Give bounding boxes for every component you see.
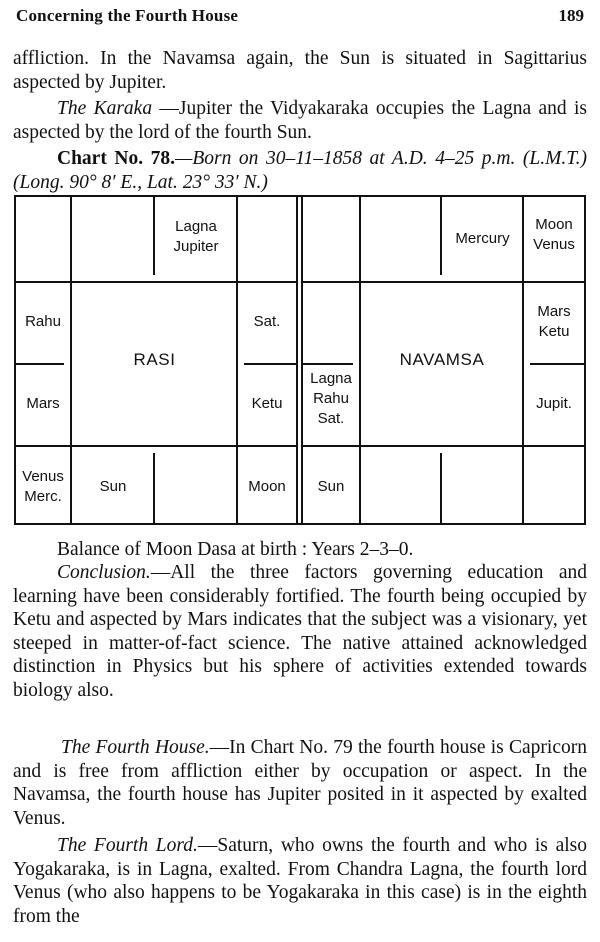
fourth-house-label: The Fourth House. [61, 737, 210, 758]
conclusion-text: —All the three factors governing education and learning have been considerably fortified. The fourth being occupied by Ketu and aspected by Mars indicates that the subject was a visionary, yet steeped in matter-of-fact science. The native attained acknowledged distinction in Physics but his sphere of activities extended towards biology also. [13, 562, 587, 701]
paragraph-karaka [13, 97, 587, 144]
paragraph-conclusion [13, 561, 587, 702]
fourth-lord-text: —Saturn, who owns the fourth and who is also Yogakaraka, is in Lagna, exalted. From Chandra Lagna, the fourth lord Venus (who also happens to be Yogakaraka in this case) is in the eighth from the [13, 835, 587, 927]
navamsa-house-cancer: Mars Ketu [537, 303, 571, 340]
navamsa-title: NAVAMSA [399, 350, 485, 369]
rasi-house-aquarius: Rahu [25, 313, 61, 330]
navamsa-house-pisces [303, 197, 359, 281]
rasi-house-aries: Lagna Jupiter [173, 218, 219, 255]
chart-caption: —Born on 30–11–1858 at A.D. 4–25 p.m. (L.M.T.) (Long. 90° 8′ E., Lat. 23° 33′ N.) [13, 148, 587, 193]
karaka-text: —Jupiter the Vidyakaraka occupies the Lagna and is aspected by the lord of the fourth Sun. [13, 98, 588, 143]
navamsa-house-sagittarius: Sun [317, 478, 345, 495]
navamsa-house-gemini: Moon Venus [533, 216, 575, 253]
chart-heading [13, 147, 587, 194]
fourth-lord-label: The Fourth Lord. [57, 835, 198, 856]
horoscope-charts [14, 195, 586, 525]
karaka-label: The Karaka [57, 98, 153, 119]
paragraph-continuation: affliction. In the Navamsa again, the Sun is situated in Sagittarius aspected by Jupiter. [13, 48, 587, 93]
rasi-house-virgo: Moon [248, 478, 286, 495]
navamsa-house-taurus: Mercury [455, 230, 510, 247]
rasi-house-scorpio: Sun [99, 478, 127, 495]
chart-number: Chart No. 78. [57, 148, 176, 169]
rasi-house-leo: Ketu [251, 395, 283, 412]
navamsa-house-aquarius: Lagna Rahu Sat. [310, 370, 352, 427]
rasi-house-sagittarius: Venus Merc. [22, 468, 64, 505]
rasi-house-taurus [72, 197, 154, 281]
running-title: Concerning the Fourth House [16, 6, 239, 25]
navamsa-house-aries [361, 197, 441, 281]
rasi-house-gemini [238, 197, 296, 281]
dasa-balance: Balance of Moon Dasa at birth : Years 2–3–0. [57, 539, 414, 560]
conclusion-label: Conclusion. [57, 562, 151, 583]
navamsa-house-leo: Jupit. [536, 395, 572, 412]
rasi-title: RASI [133, 350, 176, 369]
page-header [16, 6, 584, 28]
rasi-house-capricorn: Mars [26, 395, 60, 412]
paragraph-fourth-lord [13, 834, 587, 928]
page-number: 189 [558, 6, 584, 25]
rasi-house-pisces [16, 197, 70, 281]
rasi-house-cancer: Sat. [253, 313, 281, 330]
paragraph-fourth-house [13, 736, 587, 830]
fourth-house-text: —In Chart No. 79 the fourth house is Capricorn and is free from affliction either by occupation or aspect. In the Navamsa, the fourth house has Jupiter posited in it aspected by exalted Venus. [13, 737, 587, 829]
